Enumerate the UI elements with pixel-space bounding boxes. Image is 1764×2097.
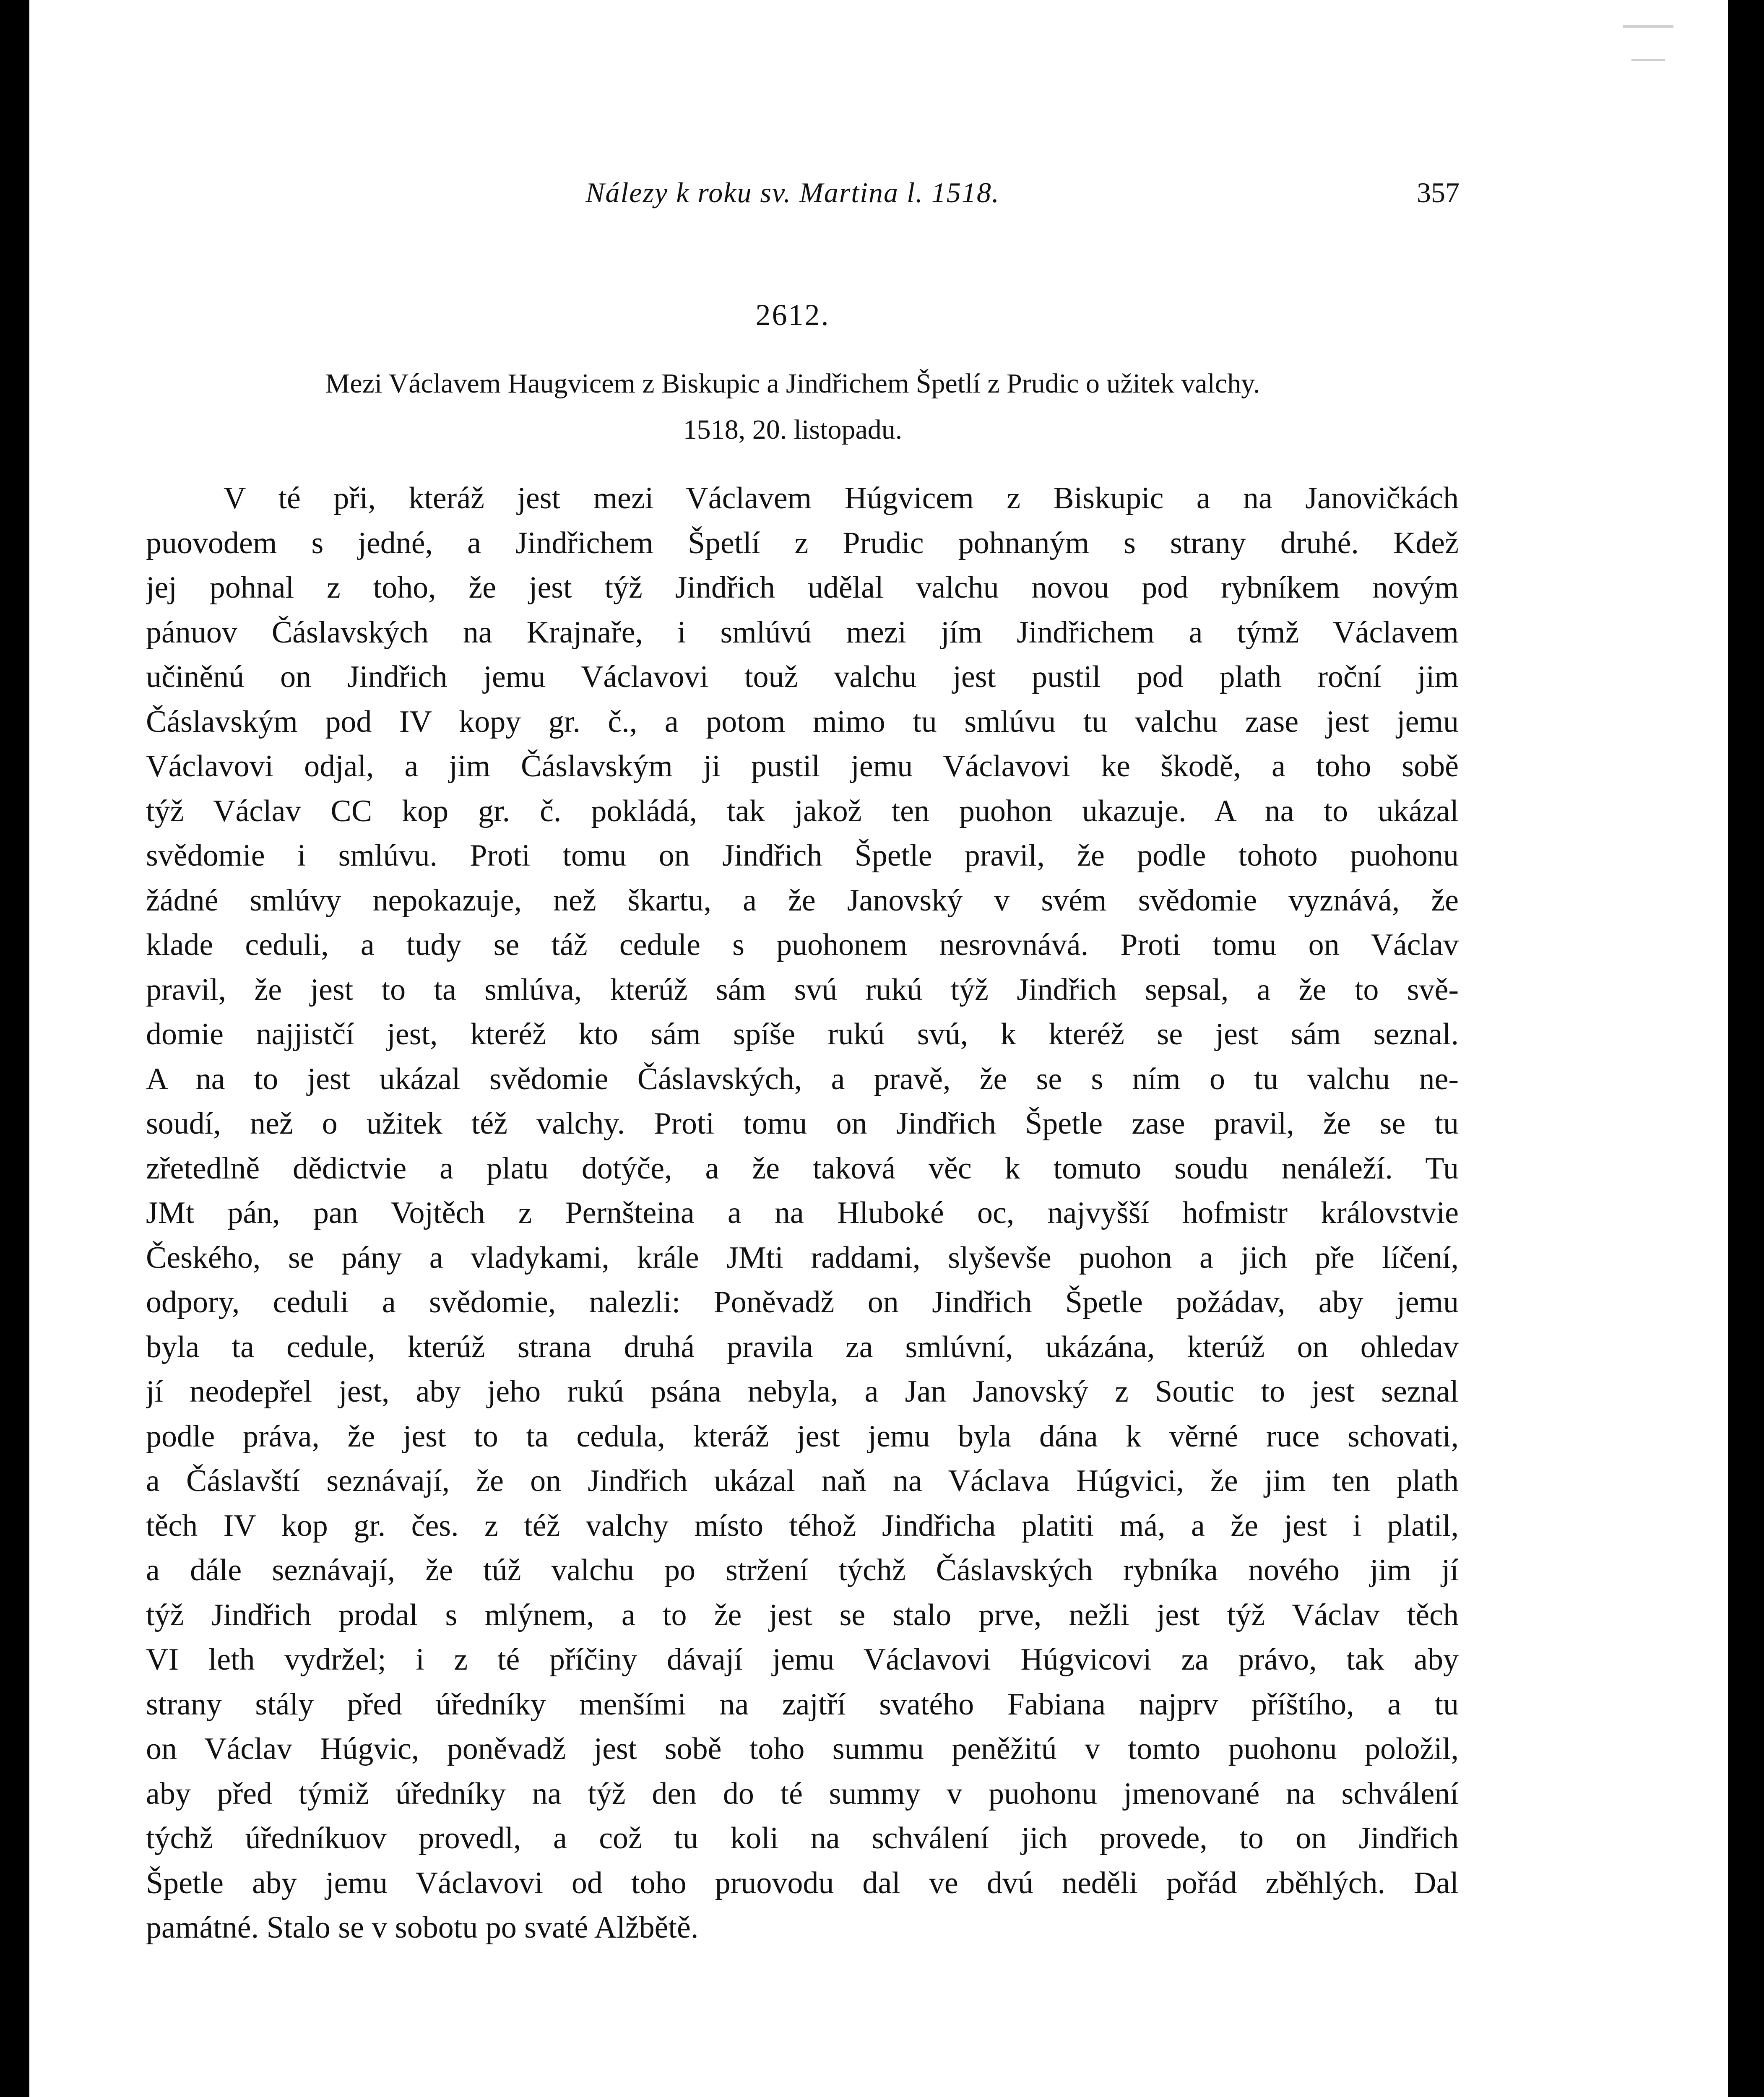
body-line: Čáslavským pod IV kopy gr. č., a potom mimo tu smlúvu tu valchu zase jest jemu [146, 704, 1459, 739]
body-line: a Čáslavští seznávají, že on Jindřich ukázal naň na Václava Húgvici, že jim ten plath [146, 1464, 1459, 1498]
body-line: zřetedlně dědictvie a platu dotýče, a že taková věc k tomuto soudu nenáleží. Tu [146, 1151, 1459, 1186]
scan-mark [1623, 25, 1673, 28]
body-line: týchž úředníkuov provedl, a což tu koli na schválení jich provede, to on Jindřich [146, 1821, 1459, 1855]
scan-mark [1631, 59, 1665, 61]
body-line: žádné smlúvy nepokazuje, než škartu, a že Janovský v svém svědomie vyznává, že [146, 883, 1459, 918]
entry-heading-title: Mezi Václavem Haugvicem z Biskupic a Jindřichem Špetlí z Prudic o užitek valchy. [325, 368, 1260, 399]
body-line: týž Jindřich prodal s mlýnem, a to že jest se stalo prve, nežli jest týž Václav těch [146, 1597, 1459, 1632]
body-line: V té při, kteráž jest mezi Václavem Húgvicem z Biskupic a na Janovičkách [224, 481, 1459, 515]
body-line: strany stály před úředníky menšími na zajtří svatého Fabiana najprv příštího, a tu [146, 1687, 1459, 1722]
body-line: svědomie i smlúvu. Proti tomu on Jindřich Špetle pravil, že podle tohoto puohonu [146, 838, 1459, 873]
body-line: klade ceduli, a tudy se táž cedule s puohonem nesrovnává. Proti tomu on Václav [146, 928, 1459, 962]
body-line: jí neodepřel jest, aby jeho rukú psána nebyla, a Jan Janovský z Soutic to jest seznal [146, 1374, 1459, 1409]
running-title: Nálezy k roku sv. Martina l. 1518. [585, 177, 1000, 208]
body-line: VI leth vydržel; i z té příčiny dávají jemu Václavovi Húgvicovi za právo, tak aby [146, 1642, 1459, 1677]
body-line: Českého, se pány a vladykami, krále JMti raddami, slyševše puohon a jich pře líčení, [146, 1240, 1459, 1275]
running-head [126, 176, 1460, 226]
body-line: Špetle aby jemu Václavovi od toho pruovodu dal ve dvú neděli pořád zběhlých. Dal [146, 1865, 1459, 1900]
body-line: pánuov Čáslavských na Krajnaře, i smlúvú mezi jím Jindřichem a týmž Václavem [146, 615, 1459, 650]
body-line: a dále seznávají, že túž valchu po stržení týchž Čáslavských rybníka nového jim jí [146, 1553, 1459, 1587]
body-line: odpory, ceduli a svědomie, nalezli: Poněvadž on Jindřich Špetle požádav, aby jemu [146, 1285, 1459, 1319]
entry-heading [151, 361, 1434, 453]
body-line: byla ta cedule, kterúž strana druhá pravila za smlúvní, ukázána, kterúž on ohledav [146, 1329, 1459, 1364]
entry-heading-date: 1518, 20. listopadu. [683, 414, 903, 445]
body-line: jej pohnal z toho, že jest týž Jindřich udělal valchu novou pod rybníkem novým [146, 570, 1459, 605]
page-number: 357 [1417, 177, 1460, 208]
scan-border [1728, 0, 1764, 2097]
body-line: aby před týmiž úředníky na týž den do té summy v puohonu jmenované na schválení [146, 1776, 1459, 1811]
body-line: puovodem s jedné, a Jindřichem Špetlí z Prudic pohnaným s strany druhé. Kdež [146, 526, 1459, 560]
body-line: pravil, že jest to ta smlúva, kterúž sám svú rukú týž Jindřich sepsal, a že to svě- [146, 972, 1459, 1007]
body-line: JMt pán, pan Vojtěch z Pernšteina a na Hluboké oc, najvyšší hofmistr královstvie [146, 1196, 1459, 1230]
body-line: soudí, než o užitek též valchy. Proti tomu on Jindřich Špetle zase pravil, že se tu [146, 1106, 1459, 1141]
body-line: týž Václav CC kop gr. č. pokládá, tak jakož ten puohon ukazuje. A na to ukázal [146, 794, 1459, 828]
body-line: domie najjistčí jest, kteréž kto sám spíše rukú svú, k kteréž se jest sám seznal. [146, 1017, 1459, 1051]
body-line: Václavovi odjal, a jim Čáslavským ji pustil jemu Václavovi ke škodě, a toho sobě [146, 749, 1459, 783]
body-line: podle práva, že jest to ta cedula, kteráž jest jemu byla dána k věrné ruce schovati, [146, 1419, 1459, 1454]
body-line: on Václav Húgvic, poněvadž jest sobě toho summu peněžitú v tomto puohonu položil, [146, 1732, 1459, 1766]
entry-number: 2612. [755, 298, 830, 332]
body-line: těch IV kop gr. čes. z též valchy místo téhož Jindřicha platiti má, a že jest i platil, [146, 1508, 1459, 1543]
entry-body [146, 476, 1459, 1950]
body-line: A na to jest ukázal svědomie Čáslavských, a pravě, že se s ním o tu valchu ne- [146, 1062, 1459, 1096]
body-line: památné. Stalo se v sobotu po svaté Alžbětě. [146, 1910, 699, 1945]
body-line: učiněnú on Jindřich jemu Václavovi touž valchu jest pustil pod plath roční jim [146, 660, 1459, 694]
